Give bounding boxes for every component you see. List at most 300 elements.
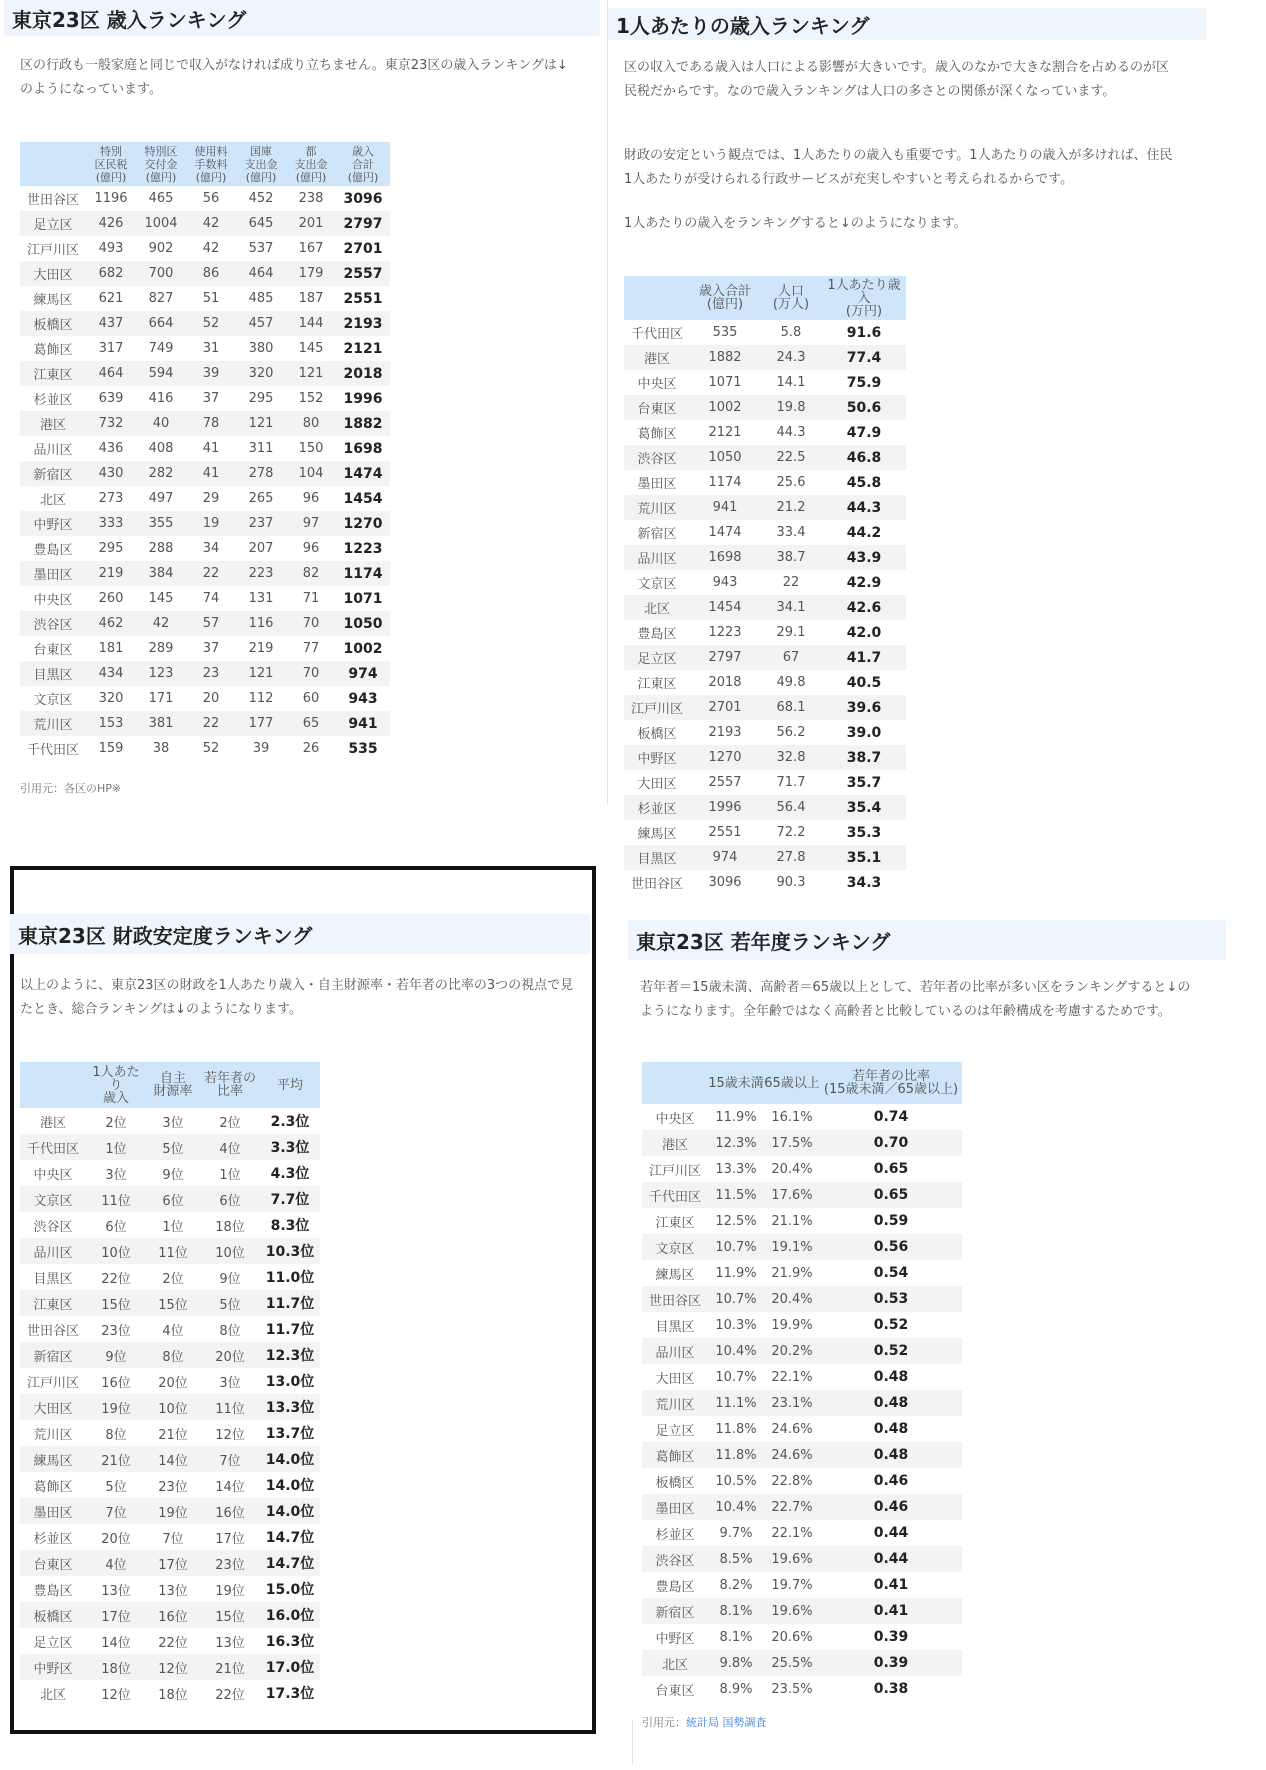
- value-cell: 1270: [336, 511, 390, 536]
- value-cell: 52: [186, 311, 236, 336]
- table-row: [20, 1212, 320, 1238]
- ward-name-cell: 渋谷区: [33, 1219, 73, 1235]
- value-cell: 320: [236, 361, 286, 386]
- value-cell: 35.7: [846, 774, 882, 791]
- table-header-row: [642, 1062, 962, 1104]
- value-cell: 21位: [86, 1446, 146, 1472]
- section-title: 東京23区 若年度ランキング: [628, 920, 1226, 960]
- citation-link[interactable]: 統計局 国勢調査: [686, 1716, 767, 1729]
- value-cell: 639: [98, 391, 124, 406]
- table-row: [624, 445, 906, 470]
- table-row: [20, 1446, 320, 1472]
- value-cell: 121: [286, 361, 336, 386]
- table-row: [624, 795, 906, 820]
- value-cell: 10位: [86, 1238, 146, 1264]
- ward-name-cell: 江東区: [637, 677, 677, 692]
- ward-name-cell: 中野区: [655, 1631, 695, 1647]
- value-cell: 42: [136, 611, 186, 636]
- value-cell: 45.8: [846, 474, 882, 491]
- value-cell: 17位: [86, 1602, 146, 1628]
- ward-name-cell: 中野区: [624, 745, 690, 770]
- value-cell: 535: [348, 740, 378, 757]
- value-cell: 14.7位: [260, 1550, 320, 1576]
- table-row: [20, 386, 390, 411]
- value-cell: 8.1%: [708, 1598, 764, 1624]
- table-row: [642, 1676, 962, 1702]
- value-cell: 2位: [219, 1115, 241, 1131]
- value-cell: 0.65: [873, 1161, 909, 1177]
- value-cell: 20位: [158, 1375, 188, 1391]
- table-row: [642, 1104, 962, 1130]
- table-row: [642, 1234, 962, 1260]
- ward-name-cell: 品川区: [33, 443, 73, 458]
- ward-name-cell: 江戸川区: [26, 243, 79, 258]
- value-cell: 8.2%: [719, 1577, 753, 1593]
- value-cell: 289: [148, 641, 174, 656]
- value-cell: 18位: [158, 1687, 188, 1703]
- value-cell: 4位: [162, 1323, 184, 1339]
- table-row: [20, 1108, 320, 1134]
- value-cell: 11位: [200, 1394, 260, 1420]
- value-cell: 594: [136, 361, 186, 386]
- value-cell: 380: [248, 341, 274, 356]
- table-row: [624, 820, 906, 845]
- table-row: [20, 361, 390, 386]
- value-cell: 288: [148, 541, 174, 556]
- value-cell: 14.7位: [265, 1530, 315, 1546]
- value-cell: 426: [86, 211, 136, 236]
- table-row: [20, 1602, 320, 1628]
- citation: [642, 1714, 767, 1730]
- value-cell: 13.3位: [260, 1394, 320, 1420]
- table-row: [20, 1238, 320, 1264]
- ward-name-cell: 練馬区: [33, 293, 73, 308]
- value-cell: 1174: [336, 561, 390, 586]
- table-row: [20, 1394, 320, 1420]
- value-cell: 1996: [343, 390, 383, 407]
- value-cell: 11.0位: [265, 1270, 315, 1286]
- value-cell: 11.7位: [260, 1290, 320, 1316]
- value-cell: 0.46: [873, 1473, 909, 1489]
- value-cell: 3位: [219, 1375, 241, 1391]
- value-cell: 42.6: [822, 595, 906, 620]
- value-cell: 237: [236, 511, 286, 536]
- ward-name-cell: 世田谷区: [26, 193, 79, 208]
- value-cell: 219: [86, 561, 136, 586]
- value-cell: 29: [202, 491, 220, 506]
- ward-name-cell: 北区: [39, 1687, 66, 1703]
- value-cell: 12.3位: [260, 1342, 320, 1368]
- value-cell: 700: [136, 261, 186, 286]
- value-cell: 32.8: [760, 745, 822, 770]
- value-cell: 56: [202, 191, 220, 206]
- value-cell: 497: [148, 491, 174, 506]
- value-cell: 1270: [690, 745, 760, 770]
- table-row: [624, 645, 906, 670]
- value-cell: 72.2: [776, 825, 806, 840]
- value-cell: 37: [202, 641, 220, 656]
- value-cell: 333: [86, 511, 136, 536]
- ward-name-cell: 渋谷区: [20, 611, 86, 636]
- value-cell: 68.1: [760, 695, 822, 720]
- value-cell: 90.3: [776, 875, 806, 890]
- value-cell: 74: [202, 591, 220, 606]
- column-separator: [632, 1720, 633, 1765]
- table-row: [624, 320, 906, 345]
- ward-name-cell: 千代田区: [26, 743, 79, 758]
- table-row: [642, 1286, 962, 1312]
- section-text: 民税だからです。なので歳入ランキングは人口の多さとの関係が深くなっています。: [624, 84, 1116, 99]
- ward-name-cell: 北区: [39, 493, 66, 508]
- value-cell: 437: [86, 311, 136, 336]
- table-row: [642, 1546, 962, 1572]
- table-row: [642, 1260, 962, 1286]
- table-row: [20, 186, 390, 211]
- value-cell: 8位: [105, 1427, 127, 1443]
- value-cell: 159: [98, 741, 124, 756]
- ward-name-cell: 練馬区: [655, 1267, 695, 1283]
- value-cell: 4位: [86, 1550, 146, 1576]
- value-cell: 434: [86, 661, 136, 686]
- ward-name-cell: 文京区: [642, 1234, 708, 1260]
- value-cell: 44.3: [776, 425, 806, 440]
- value-cell: 260: [98, 591, 124, 606]
- value-cell: 465: [148, 191, 174, 206]
- value-cell: 15位: [146, 1290, 200, 1316]
- value-cell: 14.0位: [265, 1478, 315, 1494]
- value-cell: 116: [236, 611, 286, 636]
- ward-name-cell: 大田区: [20, 1394, 86, 1420]
- ward-name-cell: 江戸川区: [624, 695, 690, 720]
- value-cell: 13.0位: [265, 1374, 315, 1390]
- table-row: [20, 1134, 320, 1160]
- ward-name-cell: 豊島区: [655, 1579, 695, 1595]
- value-cell: 943: [712, 575, 738, 590]
- value-cell: 42.0: [846, 624, 882, 641]
- value-cell: 13.3%: [715, 1161, 757, 1177]
- value-cell: 144: [286, 311, 336, 336]
- ward-name-cell: 墨田区: [642, 1494, 708, 1520]
- table-row: [20, 1316, 320, 1342]
- table-row: [20, 411, 390, 436]
- value-cell: 1454: [690, 595, 760, 620]
- value-cell: 462: [86, 611, 136, 636]
- value-cell: 0.52: [873, 1317, 909, 1333]
- table-row: [642, 1338, 962, 1364]
- value-cell: 22: [186, 711, 236, 736]
- value-cell: 9.8%: [708, 1650, 764, 1676]
- value-cell: 2018: [336, 361, 390, 386]
- column-header: 若年者の 比率: [200, 1062, 260, 1108]
- value-cell: 57: [186, 611, 236, 636]
- value-cell: 22.5: [760, 445, 822, 470]
- column-header: [20, 142, 86, 186]
- value-cell: 0.74: [873, 1109, 909, 1125]
- value-cell: 22.1%: [771, 1525, 813, 1541]
- value-cell: 416: [148, 391, 174, 406]
- value-cell: 384: [136, 561, 186, 586]
- ward-name-cell: 品川区: [20, 1238, 86, 1264]
- value-cell: 71.7: [776, 775, 806, 790]
- value-cell: 47.9: [846, 424, 882, 441]
- value-cell: 0.52: [820, 1338, 962, 1364]
- value-cell: 17.0位: [260, 1654, 320, 1680]
- table-row: [624, 470, 906, 495]
- value-cell: 91.6: [846, 324, 882, 341]
- value-cell: 70: [286, 661, 336, 686]
- column-header: 1人あたり 歳入: [86, 1062, 146, 1108]
- table-row: [624, 720, 906, 745]
- value-cell: 82: [286, 561, 336, 586]
- value-cell: 11.1%: [708, 1390, 764, 1416]
- column-header: 65歳以上: [764, 1062, 820, 1104]
- value-cell: 0.48: [820, 1390, 962, 1416]
- value-cell: 12位: [146, 1654, 200, 1680]
- value-cell: 22位: [158, 1635, 188, 1651]
- citation: 引用元：各区のHP※: [20, 782, 122, 795]
- value-cell: 42: [202, 241, 220, 256]
- table-row: [20, 661, 390, 686]
- ward-name-cell: 新宿区: [20, 1342, 86, 1368]
- value-cell: 112: [248, 691, 274, 706]
- value-cell: 23.1%: [764, 1390, 820, 1416]
- value-cell: 18位: [215, 1219, 245, 1235]
- value-cell: 121: [236, 661, 286, 686]
- table-row: [20, 261, 390, 286]
- value-cell: 78: [186, 411, 236, 436]
- value-cell: 171: [148, 691, 174, 706]
- value-cell: 1223: [708, 625, 742, 640]
- value-cell: 430: [86, 461, 136, 486]
- value-cell: 0.48: [820, 1442, 962, 1468]
- ward-name-cell: 大田区: [20, 261, 86, 286]
- value-cell: 1474: [708, 525, 742, 540]
- value-cell: 10.3位: [260, 1238, 320, 1264]
- value-cell: 33.4: [776, 525, 806, 540]
- value-cell: 22.1%: [771, 1369, 813, 1385]
- table-header-row: [20, 142, 390, 186]
- value-cell: 17.3位: [265, 1686, 315, 1702]
- value-cell: 436: [98, 441, 124, 456]
- value-cell: 8.9%: [719, 1681, 753, 1697]
- ward-name-cell: 目黒区: [20, 661, 86, 686]
- value-cell: 1474: [336, 461, 390, 486]
- value-cell: 219: [248, 641, 274, 656]
- value-cell: 22: [186, 561, 236, 586]
- table-row: [642, 1208, 962, 1234]
- value-cell: 1004: [136, 211, 186, 236]
- value-cell: 5.8: [780, 325, 802, 340]
- value-cell: 6位: [146, 1186, 200, 1212]
- ward-name-cell: 江東区: [20, 1290, 86, 1316]
- value-cell: 974: [690, 845, 760, 870]
- value-cell: 0.56: [820, 1234, 962, 1260]
- value-cell: 25.6: [776, 475, 806, 490]
- per-capita-table: [624, 276, 906, 895]
- section-text: 若年者＝15歳未満、高齢者＝65歳以上として、若年者の比率が多い区をランキングすると↓の: [640, 980, 1191, 995]
- column-header: [624, 276, 690, 320]
- value-cell: 12位: [215, 1427, 245, 1443]
- table-row: [624, 420, 906, 445]
- table-row: [642, 1442, 962, 1468]
- table-row: [20, 711, 390, 736]
- table-row: [20, 1498, 320, 1524]
- ward-name-cell: 江東区: [655, 1215, 695, 1231]
- table-row: [20, 286, 390, 311]
- value-cell: 17位: [215, 1531, 245, 1547]
- table-row: [624, 570, 906, 595]
- ward-name-cell: 江東区: [20, 361, 86, 386]
- table-row: [20, 1368, 320, 1394]
- column-header: 平均: [260, 1062, 320, 1108]
- table-row: [20, 686, 390, 711]
- ward-name-cell: 板橋区: [20, 1602, 86, 1628]
- value-cell: 11.9%: [715, 1109, 757, 1125]
- value-cell: 320: [98, 691, 124, 706]
- value-cell: 8.3位: [270, 1218, 310, 1234]
- value-cell: 16位: [146, 1602, 200, 1628]
- value-cell: 34: [202, 541, 220, 556]
- ward-name-cell: 世田谷区: [630, 877, 683, 892]
- ward-name-cell: 文京区: [637, 577, 677, 592]
- ward-name-cell: 足立区: [655, 1423, 695, 1439]
- value-cell: 0.48: [873, 1421, 909, 1437]
- value-cell: 2797: [690, 645, 760, 670]
- value-cell: 464: [86, 361, 136, 386]
- ward-name-cell: 港区: [642, 1130, 708, 1156]
- value-cell: 1002: [690, 395, 760, 420]
- value-cell: 11.8%: [715, 1421, 757, 1437]
- ward-name-cell: 豊島区: [33, 543, 73, 558]
- value-cell: 11.5%: [708, 1182, 764, 1208]
- column-header: [642, 1062, 708, 1104]
- ward-name-cell: 葛飾区: [637, 427, 677, 442]
- value-cell: 282: [136, 461, 186, 486]
- value-cell: 1223: [343, 540, 383, 557]
- column-header: 1人あたり歳入 (万円): [822, 276, 906, 320]
- value-cell: 664: [136, 311, 186, 336]
- value-cell: 22.7%: [764, 1494, 820, 1520]
- value-cell: 104: [286, 461, 336, 486]
- value-cell: 11位: [86, 1186, 146, 1212]
- ward-name-cell: 墨田区: [20, 561, 86, 586]
- value-cell: 3096: [343, 190, 383, 207]
- ward-name-cell: 中野区: [20, 511, 86, 536]
- table-row: [624, 845, 906, 870]
- table-row: [20, 1680, 320, 1706]
- value-cell: 5位: [200, 1290, 260, 1316]
- value-cell: 1882: [336, 411, 390, 436]
- value-cell: 19位: [146, 1498, 200, 1524]
- value-cell: 13位: [158, 1583, 188, 1599]
- value-cell: 50.6: [822, 395, 906, 420]
- value-cell: 1882: [690, 345, 760, 370]
- value-cell: 39: [252, 741, 270, 756]
- ward-name-cell: 墨田区: [20, 1498, 86, 1524]
- value-cell: 10.4%: [708, 1338, 764, 1364]
- table-row: [20, 336, 390, 361]
- ward-name-cell: 中央区: [655, 1111, 695, 1127]
- value-cell: 16.0位: [260, 1602, 320, 1628]
- table-row: [20, 1524, 320, 1550]
- ward-name-cell: 文京区: [20, 1186, 86, 1212]
- table-row: [20, 536, 390, 561]
- value-cell: 621: [98, 291, 124, 306]
- ward-name-cell: 文京区: [33, 693, 73, 708]
- value-cell: 7位: [162, 1531, 184, 1547]
- value-cell: 2.3位: [270, 1114, 310, 1130]
- value-cell: 6位: [200, 1186, 260, 1212]
- ward-name-cell: 千代田区: [20, 1134, 86, 1160]
- value-cell: 38: [152, 741, 170, 756]
- table-row: [624, 520, 906, 545]
- value-cell: 317: [98, 341, 124, 356]
- column-header: 人口 (万人): [760, 276, 822, 320]
- value-cell: 52: [202, 741, 220, 756]
- value-cell: 1002: [343, 640, 383, 657]
- value-cell: 10.3%: [715, 1317, 757, 1333]
- ward-name-cell: 葛飾区: [642, 1442, 708, 1468]
- ward-name-cell: 板橋区: [655, 1475, 695, 1491]
- table-row: [642, 1494, 962, 1520]
- value-cell: 0.70: [820, 1130, 962, 1156]
- value-cell: 77.4: [822, 345, 906, 370]
- ward-name-cell: 大田区: [655, 1371, 695, 1387]
- value-cell: 21.9%: [771, 1265, 813, 1281]
- value-cell: 1996: [690, 795, 760, 820]
- value-cell: 14.1: [776, 375, 806, 390]
- value-cell: 21位: [158, 1427, 188, 1443]
- value-cell: 21位: [200, 1654, 260, 1680]
- value-cell: 22位: [215, 1687, 245, 1703]
- ward-name-cell: 墨田区: [637, 477, 677, 492]
- value-cell: 9位: [162, 1167, 184, 1183]
- table-row: [20, 436, 390, 461]
- ward-name-cell: 中野区: [20, 1654, 86, 1680]
- value-cell: 40: [136, 411, 186, 436]
- value-cell: 7位: [86, 1498, 146, 1524]
- value-cell: 181: [98, 641, 124, 656]
- value-cell: 14位: [101, 1635, 131, 1651]
- value-cell: 452: [248, 191, 274, 206]
- value-cell: 44.2: [846, 524, 882, 541]
- value-cell: 0.39: [820, 1650, 962, 1676]
- ward-name-cell: 板橋区: [637, 727, 677, 742]
- youth-table: [642, 1062, 962, 1702]
- value-cell: 38.7: [822, 745, 906, 770]
- value-cell: 167: [298, 241, 324, 256]
- ward-name-cell: 台東区: [33, 643, 73, 658]
- value-cell: 19位: [86, 1394, 146, 1420]
- value-cell: 12.3%: [708, 1130, 764, 1156]
- value-cell: 10位: [146, 1394, 200, 1420]
- ward-name-cell: 江戸川区: [648, 1163, 701, 1179]
- column-header: [20, 1062, 86, 1108]
- value-cell: 15.0位: [265, 1582, 315, 1598]
- value-cell: 24.6%: [771, 1421, 813, 1437]
- ward-name-cell: 台東区: [624, 395, 690, 420]
- value-cell: 0.41: [820, 1598, 962, 1624]
- ward-name-cell: 荒川区: [624, 495, 690, 520]
- value-cell: 44.3: [822, 495, 906, 520]
- table-row: [20, 311, 390, 336]
- value-cell: 0.54: [873, 1265, 909, 1281]
- citation-prefix: 引用元：: [642, 1716, 686, 1729]
- ward-name-cell: 港区: [20, 411, 86, 436]
- table-row: [20, 1472, 320, 1498]
- value-cell: 278: [236, 461, 286, 486]
- section-text: 1人あたりの歳入をランキングすると↓のようになります。: [624, 216, 967, 231]
